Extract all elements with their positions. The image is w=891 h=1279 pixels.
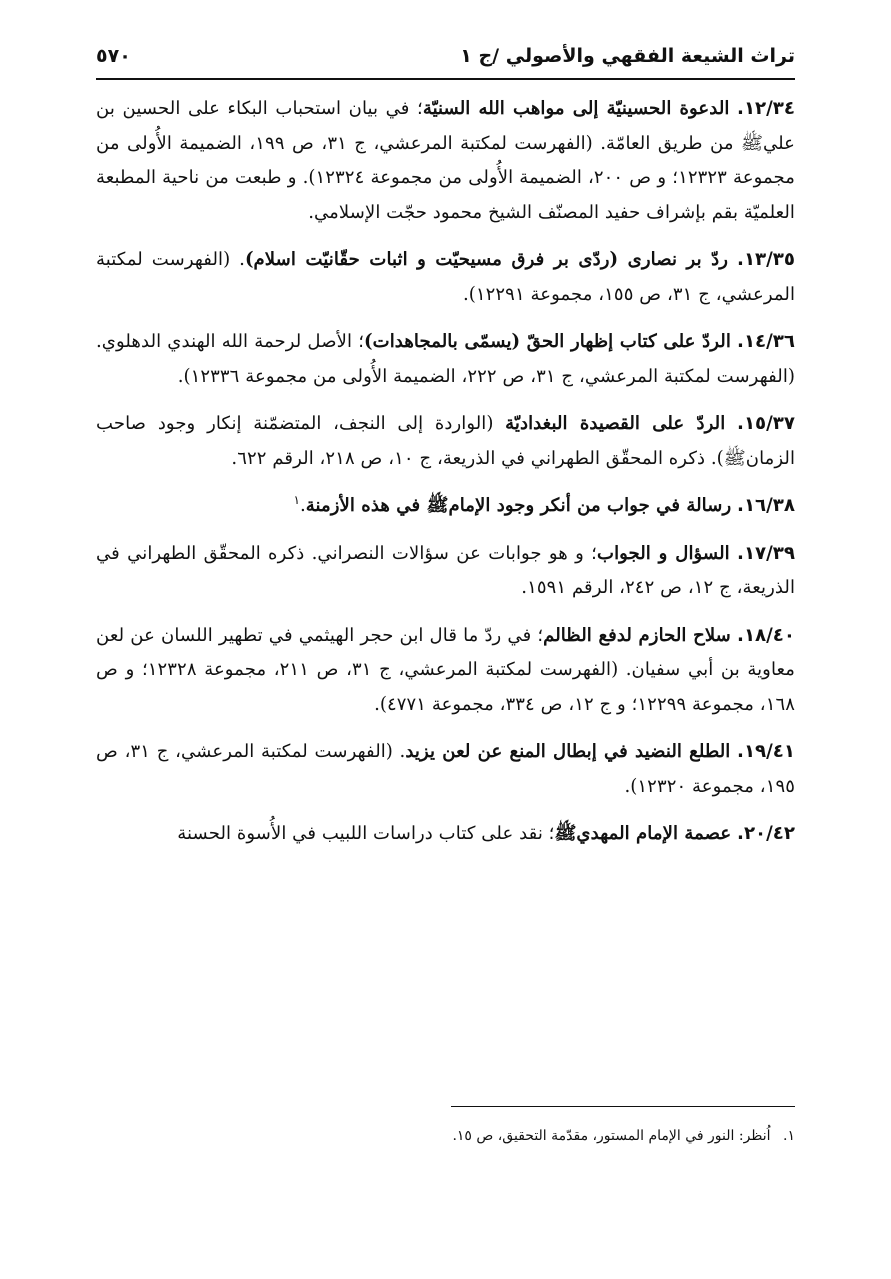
entries-list xyxy=(96,92,795,865)
running-title: تراث الشيعة الفقهي والأصولي /ج ١ xyxy=(460,45,795,67)
entry-text: ؛ نقد على كتاب دراسات اللبيب في الأُسوة الحسنة xyxy=(177,823,555,844)
entry-title: الردّ على القصيدة البغداديّة xyxy=(505,413,726,434)
entry-number: ١٤/٣٦. xyxy=(737,331,795,352)
entry-15-37 xyxy=(96,407,795,476)
entry-number: ١٨/٤٠. xyxy=(737,624,795,646)
entry-14-36 xyxy=(96,325,795,394)
entry-number: ١٢/٣٤. xyxy=(737,98,795,119)
entry-number: ١٦/٣٨. xyxy=(737,495,795,516)
footnote-divider xyxy=(451,1106,795,1107)
entry-number: ١٩/٤١. xyxy=(737,741,795,762)
entry-13-35 xyxy=(96,243,795,312)
footnote-reference[interactable]: ١ xyxy=(293,492,300,507)
page-number: ٥٧٠ xyxy=(96,45,131,67)
entry-title: عصمة الإمام المهديﷺ xyxy=(554,823,732,844)
entry-number: ١٣/٣٥. xyxy=(737,249,795,270)
entry-text: . (الفهرست لمكتبة المرعشي، ج ٣١، ص ١٥٥، مجموعة ١٢٢٩١). xyxy=(96,249,795,305)
entry-text: ؛ في ردّ ما قال ابن حجر الهيثمي في تطهير اللسان عن لعن معاوية بن أبي سفيان. (الفهرست لمكتبة المرعشي، ج ٣١، ص ٢١١، مجموعة ١٢٣٢٨؛ و ص ١٦٨، مجموعة ١٢٢٩٩؛ و ج ١٢، ص ٣٣٤، مجموعة ٤٧٧١). xyxy=(96,624,796,715)
entry-title: ردّ بر نصارى (ردّى بر فرق مسيحيّت و اثبات حقّانيّت اسلام) xyxy=(244,249,729,270)
entry-text: . (الفهرست لمكتبة المرعشي، ج ٣١، ص ١٩٥، مجموعة ١٢٣٢٠). xyxy=(96,741,795,797)
entry-text: ؛ الأصل لرحمة الله الهندي الدهلوي. (الفهرست لمكتبة المرعشي، ج ٣١، ص ٢٢٢، الضميمة الأُولى من مجموعة ١٢٣٣٦). xyxy=(96,331,795,387)
entry-title: رسالة في جواب من أنكر وجود الإمامﷺ في هذه الأزمنة xyxy=(305,495,732,516)
page-header xyxy=(96,36,795,76)
entry-number: ١٧/٣٩. xyxy=(737,542,795,564)
entry-18-40 xyxy=(96,619,795,723)
entry-text: ؛ في بيان استحباب البكاء على الحسين بن عليﷺ من طريق العامّة. (الفهرست لمكتبة المرعشي، ج ٣١، ص ١٩٩، الضميمة الأُولى من مجموعة ١٢٣٢٣؛ و ص ٢٠٠، الضميمة الأُولى من مجموعة ١٢٣٢٤). و طبعت من ناحية المطبعة العلميّة بقم بإشراف حفيد المصنّف الشيخ محمود حجّت الإسلامي. xyxy=(96,98,796,223)
entry-20-42 xyxy=(96,817,795,852)
entry-title: الردّ على كتاب إظهار الحقّ (يسمّى بالمجاهدات) xyxy=(364,331,731,352)
entry-title: الدعوة الحسينيّة إلى مواهب الله السنيّة xyxy=(422,98,730,119)
entry-title: السؤال و الجواب xyxy=(596,542,730,564)
footnote-marker: ١. xyxy=(783,1128,795,1144)
entry-text: . xyxy=(299,495,306,516)
entry-title: الطلع النضيد في إبطال المنع عن لعن يزيد xyxy=(405,741,731,762)
footnote xyxy=(96,1124,795,1148)
entry-title: سلاح الحازم لدفع الظالم xyxy=(543,624,731,646)
footnote-text: اُنظر: النور في الإمام المستور، مقدّمة التحقيق، ص ١٥. xyxy=(452,1128,771,1144)
entry-17-39 xyxy=(96,537,795,606)
entry-19-41 xyxy=(96,735,795,804)
entry-16-38 xyxy=(96,489,795,524)
entry-text: ؛ و هو جوابات عن سؤالات النصراني. ذكره المحقّق الطهراني في الذريعة، ج ١٢، ص ٢٤٢، الرقم ١٥٩١. xyxy=(96,542,795,598)
entry-number: ١٥/٣٧. xyxy=(737,413,795,434)
header-divider xyxy=(96,78,795,80)
entry-number: ٢٠/٤٢. xyxy=(737,823,795,844)
entry-12-34 xyxy=(96,92,795,230)
entry-text: (الواردة إلى النجف، المتضمّنة إنكار وجود صاحب الزمانﷺ). ذكره المحقّق الطهراني في الذريعة، ج ١٠، ص ٢١٨، الرقم ٦٢٢. xyxy=(96,413,795,469)
